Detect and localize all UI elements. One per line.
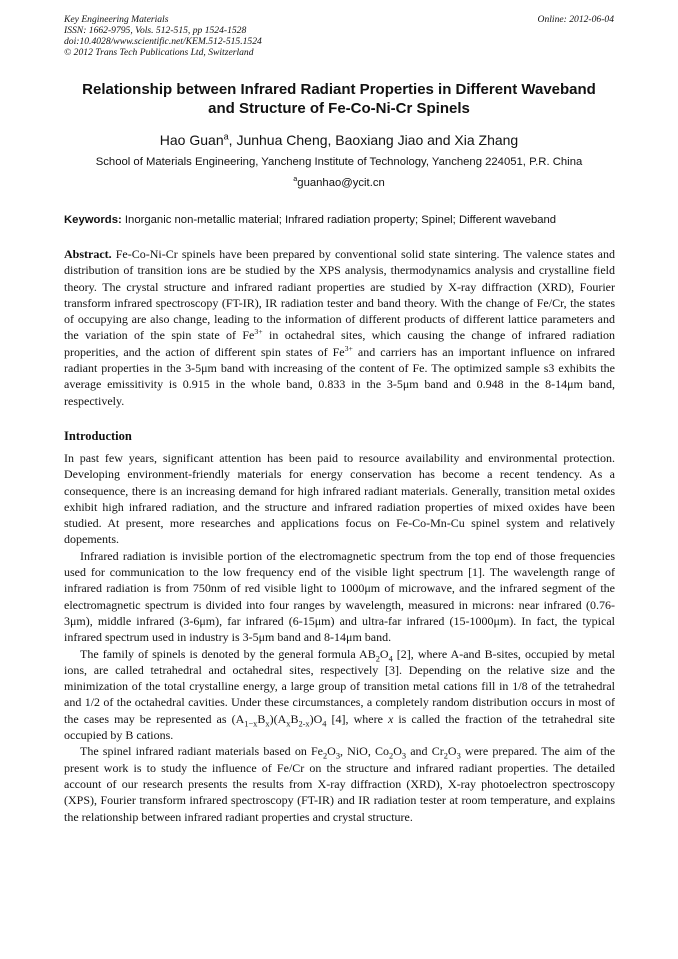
p4-text: O [327, 744, 336, 759]
p3-text: B [257, 711, 266, 726]
p4-text: , NiO, Co [340, 744, 390, 759]
abstract-text-1: Fe-Co-Ni-Cr spinels have been prepared by conventional solid state sintering. The valence states and distribution of transition ions are be studied by the XPS analysis, thermodynamics analysis and crystalline field theory. The crystal structure and infrared radiant properties are studied by X-ray diffraction (XRD), Fourier transform infrared spectroscopy (FT-IR), IR radiation tester and band theory. With the change of Fe/Cr, the states of occupying are also change, leading to the information of different products of different lattice parameters and the variation of the spin state of Fe [64, 247, 615, 343]
author-list [40, 131, 638, 149]
fe3-superscript: 3+ [254, 327, 263, 337]
subscript: 2 [443, 751, 448, 761]
subscript: 4 [322, 719, 327, 729]
variable-x: x [387, 711, 394, 726]
subscript: 3 [456, 751, 461, 761]
intro-paragraph-1: In past few years, significant attention has been paid to resource availability and environmental protection. Developing environment-friendly materials for energy conservation has become a recent tendency. As a consequence, there is an increasing demand for high infrared radiant materials. Generally, transition metal oxides exhibit high infrared radiation, and the structure and infrared radiation properties of mixed oxides have been studied. At present, more researches and applications focus on Fe-Co-Mn-Cu spinel system and relatively dopements. [64, 451, 615, 547]
subscript: x [265, 719, 270, 729]
abstract [64, 246, 615, 409]
p4-text: and Cr [406, 744, 444, 759]
p3-text: [2], where A-and B-sites, occupied by metal ions, are called tetrahedral and octahedral sites, respectively [3]. Depending on the relative size and the minimization of the total crystalline energy, a large group of transition metal cations fill in 1/8 of the tetrahedral and 1/2 of the octahedral cavities. Under these circumstances, a completely random distribution occurs in most of the cases may be represented as (A [64, 646, 616, 726]
subscript: 3 [335, 751, 341, 761]
intro-paragraph-3 [64, 646, 615, 744]
subscript: 2-x [298, 719, 310, 729]
p3-text: [4], where [326, 711, 388, 726]
intro-paragraph-2: Infrared radiation is invisible portion of the electromagnetic spectrum from the top end of those frequencies used for communication to the low frequency end of the visible light spectrum [1]. The wavelength range of infrared radiation is from 750nm of red visible light to 1000μm of microwave, and the infrared segment of the electromagnetic spectrum is divided into four ranges by wavelength, measured in microns: near infrared (0.76-3μm), middle infrared (3-6μm), far infrared (6-15μm) and ultra-far infrared (15-1000μm). In fact, the typical infrared spectrum used in industry is 3-5μm band and 8-14μm band. [64, 548, 615, 645]
p4-text: The spinel infrared radiant materials based on Fe [80, 744, 323, 759]
section-heading-introduction: Introduction [64, 429, 132, 443]
keywords [64, 213, 624, 228]
intro-paragraph-4 [64, 743, 615, 824]
abstract-text-3: and carriers has an important influence on infrared radiant properties in the 3-5μm band with increasing of the content of Fe. The optimized sample s3 exhibits the average emissitivity is 0.915 in the whole band, 0.833 in the 3-5μm band and 0.948 in the 8-14μm band, respectively. [64, 344, 615, 408]
paper-title [40, 80, 638, 118]
p3-text: )O [309, 711, 323, 726]
p3-text: )(A [269, 711, 287, 726]
p3-text: is called the fraction of the tetrahedral site occupied by B cations. [64, 711, 615, 743]
subscript: 4 [388, 653, 393, 663]
journal-name: Key Engineering Materials [64, 14, 169, 25]
p3-text: The family of spinels is denoted by the general formula AB [80, 646, 376, 661]
subscript: 3 [401, 751, 407, 761]
contact-email [40, 176, 638, 191]
keywords-text: Inorganic non-metallic material; Infrared radiation property; Spinel; Different waveband [121, 214, 557, 226]
subscript: 1−x [244, 719, 258, 729]
author-first: Hao Guan [159, 132, 224, 148]
online-date: Online: 2012-06-04 [537, 14, 614, 25]
title-line-1: Relationship between Infrared Radiant Properties in Different Waveband [82, 81, 596, 98]
p4-text: were prepared. The aim of the present work is to study the influence of Fe/Cr on the structure and infrared radiant properties. The detailed account of our research presents the results from X-ray diffraction (XRD), X-ray photoelectron spectroscopy (XPS), Fourier transform infrared spectroscopy (FT-IR) and IR radiation tester at room temperature, and explains the relationship between infrared radiant properties and crystal structure. [64, 744, 616, 824]
affiliation: School of Materials Engineering, Yancheng Institute of Technology, Yancheng 224051, P.R. China [95, 156, 583, 168]
subscript: 2 [389, 751, 394, 761]
issn-line: ISSN: 1662-9795, Vols. 512-515, pp 1524-1528 [64, 25, 247, 36]
email-address[interactable]: guanhao@ycit.cn [297, 177, 385, 189]
p3-text: O [379, 646, 389, 661]
keywords-label: Keywords: [64, 214, 122, 226]
title-line-2: and Structure of Fe-Co-Ni-Cr Spinels [208, 100, 470, 117]
subscript: x [286, 719, 291, 729]
abstract-label: Abstract. [64, 247, 112, 261]
introduction-body [64, 450, 615, 825]
p4-text: O [393, 744, 402, 759]
subscript: 2 [375, 653, 380, 663]
author-others: , Junhua Cheng, Baoxiang Jiao and Xia Zhang [228, 132, 519, 148]
subscript: 2 [322, 751, 328, 761]
p4-text: O [447, 744, 457, 759]
p3-text: B [290, 711, 299, 726]
email-affil-mark: a [293, 174, 298, 184]
doi-line[interactable]: doi:10.4028/www.scientific.net/KEM.512-515.1524 [64, 36, 262, 47]
abstract-text-2: in octahedral sites, which causing the change of infrared radiation properities, and the action of different spin states of Fe [64, 328, 615, 359]
fe3-superscript: 3+ [344, 343, 353, 353]
journal-header [64, 14, 616, 58]
copyright-line: © 2012 Trans Tech Publications Ltd, Switzerland [64, 47, 254, 58]
author-first-affil-mark: a [223, 131, 229, 142]
